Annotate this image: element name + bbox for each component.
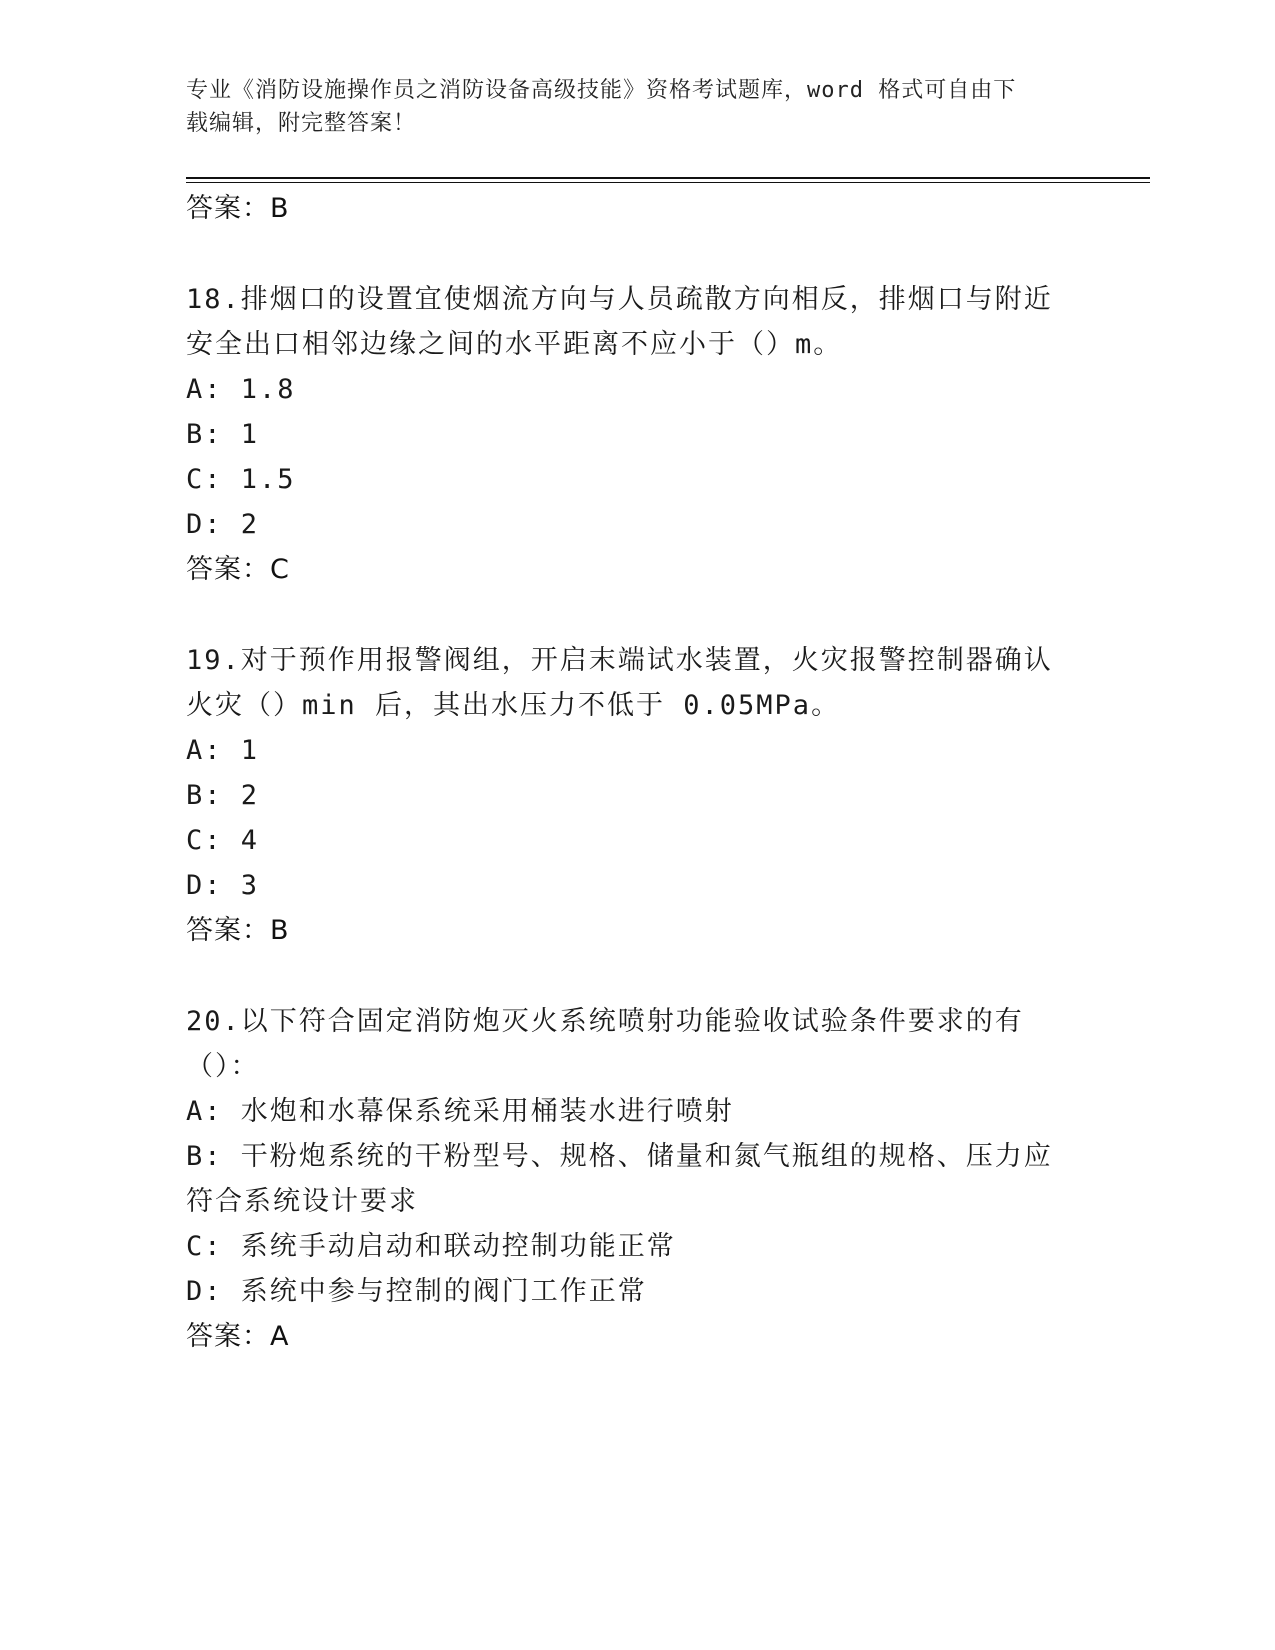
- question-18: [186, 277, 1066, 592]
- header-line-2: 载编辑，附完整答案！: [186, 111, 417, 136]
- option-b: B: 2: [186, 780, 260, 811]
- answer: 答案：C: [186, 554, 290, 585]
- header-divider-thick: [186, 177, 1150, 179]
- option-a: A: 1.8: [186, 374, 296, 405]
- option-a: A: 1: [186, 735, 260, 766]
- option-b: B: 1: [186, 419, 260, 450]
- option-d: D: 系统中参与控制的阀门工作正常: [186, 1276, 647, 1307]
- option-b: B: 干粉炮系统的干粉型号、规格、储量和氮气瓶组的规格、压力应符合系统设计要求: [186, 1141, 1053, 1217]
- document-header: [186, 74, 1066, 140]
- question-text: 20.以下符合固定消防炮灭火系统喷射功能验收试验条件要求的有（）：: [186, 1006, 1024, 1082]
- option-c: C: 1.5: [186, 464, 296, 495]
- question-19: [186, 638, 1066, 953]
- option-c: C: 4: [186, 825, 260, 856]
- question-text: 18.排烟口的设置宜使烟流方向与人员疏散方向相反，排烟口与附近安全出口相邻边缘之间的水平距离不应小于（）m。: [186, 284, 1053, 360]
- answer: 答案：A: [186, 1321, 290, 1352]
- question-text: 19.对于预作用报警阀组，开启末端试水装置，火灾报警控制器确认火灾（）min 后，其出水压力不低于 0.05MPa。: [186, 645, 1053, 721]
- question-list: [186, 186, 1066, 1359]
- option-c: C: 系统手动启动和联动控制功能正常: [186, 1231, 676, 1262]
- header-line-1: 专业《消防设施操作员之消防设备高级技能》资格考试题库，word 格式可自由下: [186, 78, 1017, 103]
- answer: 答案：B: [186, 915, 290, 946]
- question-20: [186, 999, 1066, 1359]
- option-d: D: 3: [186, 870, 260, 901]
- previous-answer: 答案：B: [186, 193, 290, 224]
- option-d: D: 2: [186, 509, 260, 540]
- option-a: A: 水炮和水幕保系统采用桶装水进行喷射: [186, 1096, 734, 1127]
- header-divider-thin: [186, 182, 1150, 183]
